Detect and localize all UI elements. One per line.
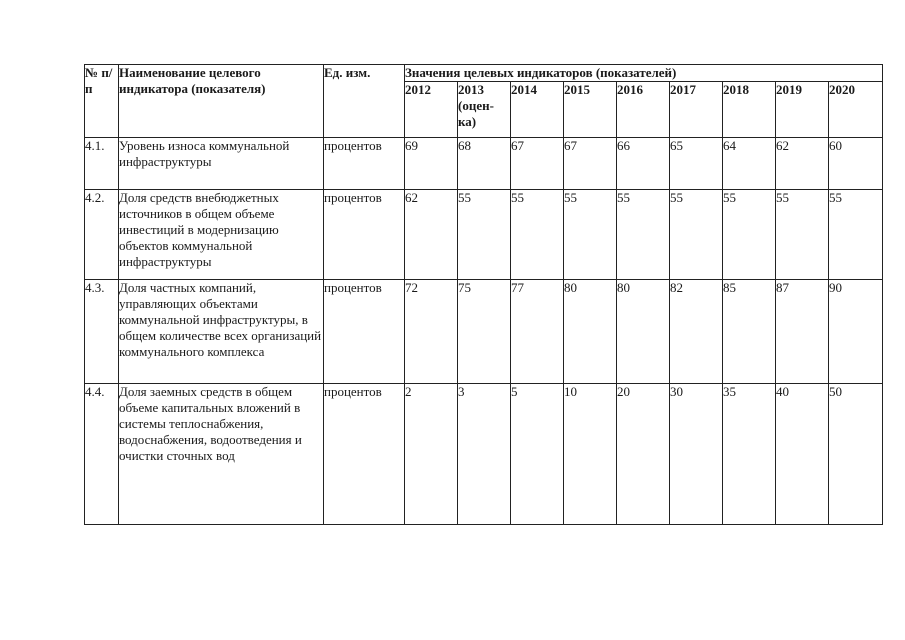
row-value: 55 (511, 190, 564, 280)
row-indicator-name: Доля средств внебюджетных источников в общем объеме инвестиций в модернизацию объектов коммунальной инфраструктуры (119, 190, 324, 280)
header-year: 2017 (670, 82, 723, 138)
header-number: № п/п (85, 65, 119, 138)
row-indicator-name: Доля частных компаний, управляющих объектами коммунальной инфраструктуры, в общем количестве всех организаций коммунального комплекса (119, 280, 324, 384)
row-value: 68 (458, 138, 511, 190)
row-value: 87 (776, 280, 829, 384)
row-number: 4.4. (85, 384, 119, 525)
row-value: 67 (511, 138, 564, 190)
table-row (85, 138, 883, 190)
row-value: 35 (723, 384, 776, 525)
row-value: 66 (617, 138, 670, 190)
row-value: 55 (670, 190, 723, 280)
indicators-table (84, 64, 883, 525)
header-year: 2018 (723, 82, 776, 138)
row-value: 90 (829, 280, 883, 384)
header-indicator-name: Наименование целевого индикатора (показателя) (119, 65, 324, 138)
row-value: 62 (776, 138, 829, 190)
header-year (458, 82, 511, 138)
row-value: 20 (617, 384, 670, 525)
row-unit: процентов (324, 280, 405, 384)
row-value: 50 (829, 384, 883, 525)
row-value: 80 (617, 280, 670, 384)
row-value: 65 (670, 138, 723, 190)
row-number: 4.1. (85, 138, 119, 190)
row-value: 2 (405, 384, 458, 525)
row-unit: процентов (324, 138, 405, 190)
table-row (85, 190, 883, 280)
row-number: 4.3. (85, 280, 119, 384)
row-indicator-name: Доля заемных средств в общем объеме капитальных вложений в системы теплоснабжения, водоснабжения, водоотведения и очистки сточных вод (119, 384, 324, 525)
row-value: 69 (405, 138, 458, 190)
row-value: 67 (564, 138, 617, 190)
row-unit: процентов (324, 384, 405, 525)
row-value: 55 (458, 190, 511, 280)
row-value: 40 (776, 384, 829, 525)
row-value: 55 (564, 190, 617, 280)
row-value: 55 (776, 190, 829, 280)
row-value: 55 (829, 190, 883, 280)
header-year: 2020 (829, 82, 883, 138)
table-row (85, 280, 883, 384)
header-year: 2019 (776, 82, 829, 138)
row-value: 85 (723, 280, 776, 384)
header-year-2013-text: 2013 (оцен-ка) (458, 82, 494, 129)
row-value: 60 (829, 138, 883, 190)
row-value: 3 (458, 384, 511, 525)
row-value: 77 (511, 280, 564, 384)
row-value: 64 (723, 138, 776, 190)
row-value: 55 (723, 190, 776, 280)
header-year: 2015 (564, 82, 617, 138)
table-header-row (85, 65, 883, 82)
row-value: 62 (405, 190, 458, 280)
row-unit: процентов (324, 190, 405, 280)
header-year: 2016 (617, 82, 670, 138)
row-value: 75 (458, 280, 511, 384)
row-value: 80 (564, 280, 617, 384)
header-values-group: Значения целевых индикаторов (показателей) (405, 65, 883, 82)
table-row (85, 384, 883, 525)
row-number: 4.2. (85, 190, 119, 280)
row-value: 10 (564, 384, 617, 525)
row-value: 72 (405, 280, 458, 384)
row-value: 55 (617, 190, 670, 280)
row-indicator-name: Уровень износа коммунальной инфраструктуры (119, 138, 324, 190)
header-unit: Ед. изм. (324, 65, 405, 138)
header-year: 2014 (511, 82, 564, 138)
row-value: 82 (670, 280, 723, 384)
row-value: 5 (511, 384, 564, 525)
header-year: 2012 (405, 82, 458, 138)
row-value: 30 (670, 384, 723, 525)
